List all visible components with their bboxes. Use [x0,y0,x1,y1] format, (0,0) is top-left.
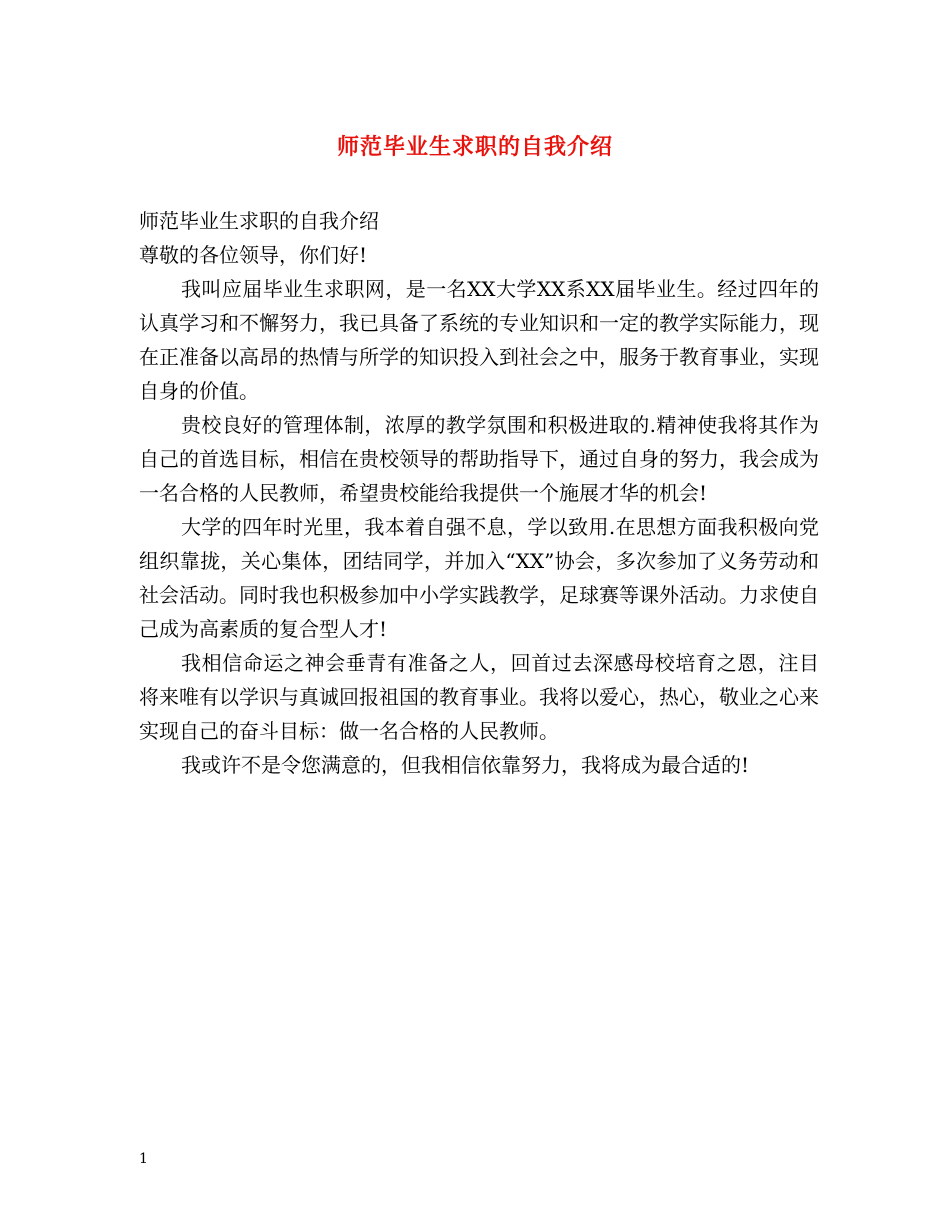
document-body [139,204,819,782]
body-paragraph: 我或许不是令您满意的，但我相信依靠努力，我将成为最合适的! [181,753,750,777]
document-title: 师范毕业生求职的自我介绍 [336,134,613,160]
greeting-line: 尊敬的各位领导，你们好! [139,243,368,267]
page-number: 1 [139,1151,148,1167]
body-paragraph: 大学的四年时光里，我本着自强不息，学以致用.在思想方面我积极向党组织靠拢，关心集体，团结同学，并加入“XX”协会，多次参加了义务劳动和社会活动。同时我也积极参加中小学实践教学，足球赛等课外活动。力求使自己成为高素质的复合型人才! [139,515,819,641]
document-subtitle: 师范毕业生求职的自我介绍 [139,209,379,233]
body-paragraph: 贵校良好的管理体制，浓厚的教学氛围和积极进取的.精神使我将其作为自己的首选目标，相信在贵校领导的帮助指导下，通过自身的努力，我会成为一名合格的人民教师，希望贵校能给我提供一个施展才华的机会! [139,413,819,505]
body-paragraph: 我相信命运之神会垂青有准备之人，回首过去深感母校培育之恩，注目将来唯有以学识与真诚回报祖国的教育事业。我将以爱心，热心，敬业之心来实现自己的奋斗目标：做一名合格的人民教师。 [139,651,819,743]
body-paragraph: 我叫应届毕业生求职网，是一名XX大学XX系XX届毕业生。经过四年的认真学习和不懈努力，我已具备了系统的专业知识和一定的教学实际能力，现在正准备以高昂的热情与所学的知识投入到社会之中，服务于教育事业，实现自身的价值。 [139,277,819,403]
